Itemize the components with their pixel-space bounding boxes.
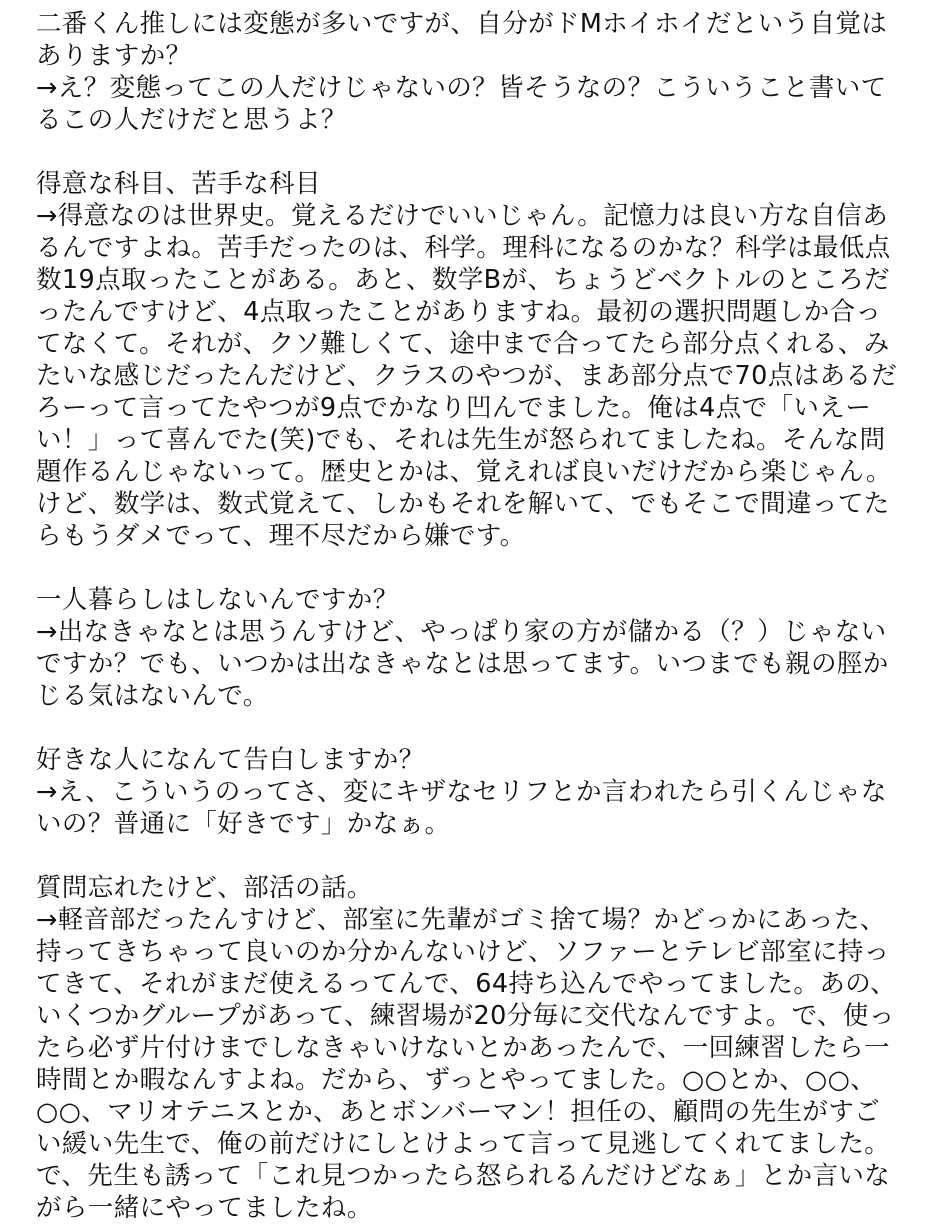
answer-line: →軽音部だったんすけど、部室に先輩がゴミ捨て場？かどっかにあった、 bbox=[36, 905, 886, 935]
answer-line: 数19点取ったことがある。あと、数学Bが、ちょうどベクトルのところだ bbox=[36, 265, 891, 295]
section-gap bbox=[36, 552, 916, 584]
answer-line: →え？変態ってこの人だけじゃないの？皆そうなの？こういうこと書いて bbox=[36, 73, 887, 103]
qa-section-living-alone bbox=[36, 584, 916, 712]
answer-line: ろーって言ってたやつが9点でかなり凹んでました。俺は4点で「いえー bbox=[36, 393, 872, 423]
section-gap bbox=[36, 840, 916, 872]
answer-line: い緩い先生で、俺の前だけにしとけよって言って見逃してくれてました。 bbox=[36, 1129, 891, 1159]
question-line: ありますか？ bbox=[36, 41, 192, 71]
answer-line: てなくて。それが、クソ難しくて、途中まで合ってたら部分点くれる、み bbox=[36, 329, 890, 359]
answer-line: ったんですけど、4点取ったことがありますね。最初の選択問題しか合っ bbox=[36, 297, 882, 327]
answer-line: てきて、それがまだ使えるってんで、64持ち込んでやってました。あの、 bbox=[36, 969, 897, 999]
answer-line: いの？普通に「好きです」かなぁ。 bbox=[36, 809, 451, 839]
answer-line: がら一緒にやってましたね。 bbox=[36, 1193, 373, 1223]
answer-line: →出なきゃなとは思うんすけど、やっぱり家の方が儲かる（？）じゃない bbox=[36, 617, 887, 647]
answer-line: 時間とか暇なんすよね。だから、ずっとやってました。○○とか、○○、 bbox=[36, 1065, 877, 1095]
answer-line: で、先生も誘って「これ見つかったら怒られるんだけどなぁ」とか言いな bbox=[36, 1161, 891, 1191]
answer-line: るんですよね。苦手だったのは、科学。理科になるのかな？科学は最低点 bbox=[36, 233, 891, 263]
question-line: 質問忘れたけど、部活の話。 bbox=[36, 873, 373, 903]
answer-line: いくつかグループがあって、練習場が20分毎に交代なんですよ。で、使っ bbox=[36, 1001, 895, 1031]
answer-line: ○○、マリオテニスとか、あとボンバーマン！担任の、顧問の先生がすご bbox=[36, 1097, 881, 1127]
answer-line: るこの人だけだと思うよ？ bbox=[36, 105, 347, 135]
answer-line: 題作るんじゃないって。歴史とかは、覚えれば良いだけだから楽じゃん。 bbox=[36, 457, 892, 487]
question-line: 好きな人になんて告白しますか？ bbox=[36, 745, 425, 775]
qa-section-club bbox=[36, 872, 916, 1224]
document-page bbox=[36, 0, 916, 1224]
question-line: 一人暮らしはしないんですか？ bbox=[36, 585, 399, 615]
question-line: 得意な科目、苦手な科目 bbox=[36, 169, 321, 199]
answer-line: たいな感じだったんだけど、クラスのやつが、まあ部分点で70点はあるだ bbox=[36, 361, 898, 391]
answer-line: 持ってきちゃって良いのか分かんないけど、ソファーとテレビ部室に持っ bbox=[36, 937, 890, 967]
answer-line: ですか？でも、いつかは出なきゃなとは思ってます。いつまでも親の脛か bbox=[36, 649, 889, 679]
question-line: 二番くん推しには変態が多いですが、自分がドMホイホイだという自覚は bbox=[36, 9, 888, 39]
top-spacer bbox=[36, 0, 916, 8]
answer-line: らもうダメでって、理不尽だから嫌です。 bbox=[36, 521, 526, 551]
qa-section-subjects bbox=[36, 168, 916, 552]
section-gap bbox=[36, 136, 916, 168]
answer-line: →得意なのは世界史。覚えるだけでいいじゃん。記憶力は良い方な自信あ bbox=[36, 201, 889, 231]
answer-line: →え、こういうのってさ、変にキザなセリフとか言われたら引くんじゃな bbox=[36, 777, 887, 807]
answer-line: けど、数学は、数式覚えて、しかもそれを解いて、でもそこで間違ってた bbox=[36, 489, 890, 519]
qa-section-selfaware bbox=[36, 8, 916, 136]
answer-line: たら必ず片付けまでしなきゃいけないとかあったんで、一回練習したら一 bbox=[36, 1033, 890, 1063]
answer-line: い！」って喜んでた(笑)でも、それは先生が怒られてましたね。そんな問 bbox=[36, 425, 886, 455]
answer-line: じる気はないんで。 bbox=[36, 681, 269, 711]
qa-section-confession bbox=[36, 744, 916, 840]
section-gap bbox=[36, 712, 916, 744]
